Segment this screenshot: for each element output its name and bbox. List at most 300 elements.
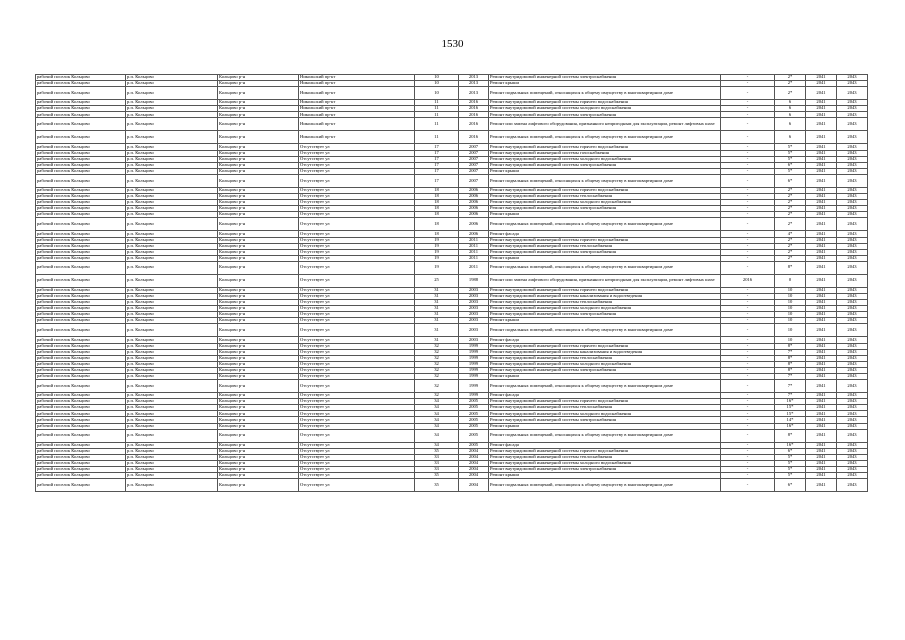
last-repair-year-cell: - [721,423,775,429]
municipality-cell: рабочий поселок Кольцово [36,218,126,231]
end-year-cell: 2043 [837,174,868,187]
last-repair-year-cell: - [721,231,775,237]
house-number-cell: 32 [415,361,459,367]
work-type-cell: Ремонт внутридомовой инженерной системы холодного водоснабжения [489,200,721,206]
district-cell: Кольцово р-н [218,261,299,274]
end-year-cell: 2043 [837,293,868,299]
municipality-cell: рабочий поселок Кольцово [36,243,126,249]
start-year-cell: 2041 [806,287,837,293]
work-type-cell: Ремонт внутридомовой инженерной системы горячего водоснабжения [489,237,721,243]
settlement-cell: р.п. Кольцово [126,399,218,405]
settlement-cell: р.п. Кольцово [126,174,218,187]
wear-cell: 2* [775,237,806,243]
house-number-cell: 18 [415,218,459,231]
house-number-cell: 18 [415,200,459,206]
start-year-cell: 2041 [806,473,837,479]
start-year-cell: 2041 [806,75,837,81]
municipality-cell: рабочий поселок Кольцово [36,448,126,454]
start-year-cell: 2041 [806,349,837,355]
wear-cell: 5* [775,460,806,466]
last-repair-year-cell: - [721,100,775,106]
district-cell: Кольцово р-н [218,274,299,287]
start-year-cell: 2041 [806,212,837,218]
work-type-cell: Ремонт внутридомовой инженерной системы горячего водоснабжения [489,448,721,454]
last-repair-year-cell: - [721,212,775,218]
end-year-cell: 2043 [837,460,868,466]
wear-cell: 7* [775,380,806,393]
street-cell: Отсутствует ул [299,306,415,312]
district-cell: Кольцово р-н [218,131,299,144]
municipality-cell: рабочий поселок Кольцово [36,361,126,367]
start-year-cell: 2041 [806,442,837,448]
work-type-cell: Ремонт внутридомовой инженерной системы газоснабжения [489,150,721,156]
build-year-cell: 2006 [459,231,489,237]
wear-cell: 6 [775,100,806,106]
municipality-cell: рабочий поселок Кольцово [36,231,126,237]
end-year-cell: 2043 [837,200,868,206]
last-repair-year-cell: - [721,261,775,274]
work-type-cell: Ремонт фасада [489,337,721,343]
start-year-cell: 2041 [806,300,837,306]
build-year-cell: 2005 [459,411,489,417]
work-type-cell: Ремонт внутридомовой инженерной системы канализования и водоотведения [489,349,721,355]
build-year-cell: 2004 [459,479,489,492]
street-cell: Отсутствует ул [299,423,415,429]
street-cell: Отсутствует ул [299,200,415,206]
end-year-cell: 2043 [837,81,868,87]
start-year-cell: 2041 [806,399,837,405]
work-type-cell: Ремонт внутридомовой инженерной системы электроснабжения [489,467,721,473]
start-year-cell: 2041 [806,448,837,454]
wear-cell: 5* [775,150,806,156]
last-repair-year-cell: - [721,150,775,156]
last-repair-year-cell: - [721,237,775,243]
end-year-cell: 2043 [837,312,868,318]
house-number-cell: 31 [415,324,459,337]
work-type-cell: Ремонт внутридомовой инженерной системы горячего водоснабжения [489,144,721,150]
build-year-cell: 2006 [459,187,489,193]
municipality-cell: рабочий поселок Кольцово [36,337,126,343]
start-year-cell: 2041 [806,218,837,231]
start-year-cell: 2041 [806,306,837,312]
wear-cell: 6* [775,479,806,492]
work-type-cell: Ремонт внутридомовой инженерной системы электроснабжения [489,162,721,168]
house-number-cell: 35 [415,473,459,479]
municipality-cell: рабочий поселок Кольцово [36,187,126,193]
start-year-cell: 2041 [806,174,837,187]
district-cell: Кольцово р-н [218,249,299,255]
settlement-cell: р.п. Кольцово [126,287,218,293]
settlement-cell: р.п. Кольцово [126,318,218,324]
work-type-cell: Ремонт внутридомовой инженерной системы электроснабжения [489,367,721,373]
end-year-cell: 2043 [837,75,868,81]
work-type-cell: Ремонт подвальных помещений, относящихся к общему имуществу в многоквартирном доме [489,324,721,337]
municipality-cell: рабочий поселок Кольцово [36,261,126,274]
district-cell: Кольцово р-н [218,423,299,429]
house-number-cell: 19 [415,249,459,255]
municipality-cell: рабочий поселок Кольцово [36,374,126,380]
start-year-cell: 2041 [806,249,837,255]
work-type-cell: Ремонт крыши [489,168,721,174]
wear-cell: 2* [775,187,806,193]
end-year-cell: 2043 [837,243,868,249]
start-year-cell: 2041 [806,237,837,243]
capital-repair-table [35,74,868,492]
municipality-cell: рабочий поселок Кольцово [36,274,126,287]
settlement-cell: р.п. Кольцово [126,417,218,423]
district-cell: Кольцово р-н [218,200,299,206]
last-repair-year-cell: - [721,293,775,299]
table-row [36,380,868,393]
work-type-cell: Ремонт крыши [489,212,721,218]
wear-cell: 10 [775,287,806,293]
end-year-cell: 2043 [837,194,868,200]
street-cell: Отсутствует ул [299,287,415,293]
last-repair-year-cell: - [721,194,775,200]
municipality-cell: рабочий поселок Кольцово [36,442,126,448]
start-year-cell: 2041 [806,255,837,261]
table-row [36,429,868,442]
settlement-cell: р.п. Кольцово [126,243,218,249]
settlement-cell: р.п. Кольцово [126,467,218,473]
build-year-cell: 2003 [459,300,489,306]
last-repair-year-cell: - [721,411,775,417]
work-type-cell: Ремонт подвальных помещений, относящихся к общему имуществу в многоквартирном доме [489,429,721,442]
wear-cell: 2* [775,255,806,261]
street-cell: Никольский пр-кт [299,87,415,100]
street-cell: Отсутствует ул [299,212,415,218]
build-year-cell: 1999 [459,380,489,393]
street-cell: Отсутствует ул [299,237,415,243]
build-year-cell: 2016 [459,106,489,112]
last-repair-year-cell: - [721,355,775,361]
street-cell: Отсутствует ул [299,187,415,193]
end-year-cell: 2043 [837,212,868,218]
work-type-cell: Ремонт внутридомовой инженерной системы холодного водоснабжения [489,361,721,367]
street-cell: Отсутствует ул [299,168,415,174]
wear-cell: 10 [775,312,806,318]
house-number-cell: 10 [415,81,459,87]
street-cell: Отсутствует ул [299,454,415,460]
work-type-cell: Ремонт внутридомовой инженерной системы электроснабжения [489,249,721,255]
municipality-cell: рабочий поселок Кольцово [36,112,126,118]
work-type-cell: Ремонт внутридомовой инженерной системы канализования и водоотведения [489,293,721,299]
start-year-cell: 2041 [806,168,837,174]
wear-cell: 5* [775,467,806,473]
house-number-cell: 11 [415,118,459,131]
start-year-cell: 2041 [806,312,837,318]
wear-cell: 5* [775,473,806,479]
last-repair-year-cell: - [721,162,775,168]
end-year-cell: 2043 [837,306,868,312]
municipality-cell: рабочий поселок Кольцово [36,287,126,293]
last-repair-year-cell: - [721,187,775,193]
house-number-cell: 11 [415,106,459,112]
end-year-cell: 2043 [837,237,868,243]
last-repair-year-cell: - [721,337,775,343]
start-year-cell: 2041 [806,87,837,100]
district-cell: Кольцово р-н [218,150,299,156]
municipality-cell: рабочий поселок Кольцово [36,237,126,243]
municipality-cell: рабочий поселок Кольцово [36,460,126,466]
house-number-cell: 19 [415,255,459,261]
wear-cell: 7* [775,393,806,399]
house-number-cell: 34 [415,417,459,423]
municipality-cell: рабочий поселок Кольцово [36,380,126,393]
district-cell: Кольцово р-н [218,361,299,367]
build-year-cell: 2005 [459,429,489,442]
wear-cell: 6 [775,112,806,118]
last-repair-year-cell: - [721,429,775,442]
settlement-cell: р.п. Кольцово [126,454,218,460]
end-year-cell: 2043 [837,87,868,100]
table-row [36,218,868,231]
street-cell: Отсутствует ул [299,429,415,442]
start-year-cell: 2041 [806,454,837,460]
wear-cell: 2* [775,212,806,218]
district-cell: Кольцово р-н [218,300,299,306]
wear-cell: 5* [775,156,806,162]
district-cell: Кольцово р-н [218,355,299,361]
build-year-cell: 2003 [459,318,489,324]
house-number-cell: 31 [415,300,459,306]
build-year-cell: 2003 [459,293,489,299]
district-cell: Кольцово р-н [218,411,299,417]
municipality-cell: рабочий поселок Кольцово [36,467,126,473]
district-cell: Кольцово р-н [218,243,299,249]
house-number-cell: 17 [415,168,459,174]
wear-cell: 15* [775,405,806,411]
street-cell: Отсутствует ул [299,318,415,324]
end-year-cell: 2043 [837,380,868,393]
municipality-cell: рабочий поселок Кольцово [36,174,126,187]
district-cell: Кольцово р-н [218,349,299,355]
house-number-cell: 19 [415,243,459,249]
district-cell: Кольцово р-н [218,367,299,373]
house-number-cell: 19 [415,261,459,274]
work-type-cell: Ремонт подвальных помещений, относящихся к общему имуществу в многоквартирном доме [489,174,721,187]
wear-cell: 6 [775,131,806,144]
municipality-cell: рабочий поселок Кольцово [36,87,126,100]
house-number-cell: 31 [415,293,459,299]
district-cell: Кольцово р-н [218,374,299,380]
build-year-cell: 2013 [459,81,489,87]
house-number-cell: 18 [415,231,459,237]
end-year-cell: 2043 [837,118,868,131]
house-number-cell: 11 [415,100,459,106]
start-year-cell: 2041 [806,380,837,393]
street-cell: Отсутствует ул [299,349,415,355]
end-year-cell: 2043 [837,206,868,212]
build-year-cell: 2005 [459,442,489,448]
street-cell: Отсутствует ул [299,337,415,343]
district-cell: Кольцово р-н [218,168,299,174]
municipality-cell: рабочий поселок Кольцово [36,100,126,106]
wear-cell: 2* [775,218,806,231]
municipality-cell: рабочий поселок Кольцово [36,150,126,156]
district-cell: Кольцово р-н [218,118,299,131]
street-cell: Отсутствует ул [299,361,415,367]
work-type-cell: Ремонт крыши [489,81,721,87]
street-cell: Отсутствует ул [299,194,415,200]
house-number-cell: 34 [415,399,459,405]
build-year-cell: 2004 [459,460,489,466]
street-cell: Никольский пр-кт [299,75,415,81]
wear-cell: 4* [775,231,806,237]
start-year-cell: 2041 [806,274,837,287]
district-cell: Кольцово р-н [218,393,299,399]
build-year-cell: 2005 [459,417,489,423]
house-number-cell: 33 [415,454,459,460]
settlement-cell: р.п. Кольцово [126,442,218,448]
last-repair-year-cell: - [721,393,775,399]
last-repair-year-cell: - [721,144,775,150]
last-repair-year-cell: - [721,473,775,479]
build-year-cell: 2016 [459,118,489,131]
build-year-cell: 1999 [459,349,489,355]
house-number-cell: 34 [415,442,459,448]
wear-cell: 8* [775,343,806,349]
build-year-cell: 2007 [459,144,489,150]
build-year-cell: 2003 [459,337,489,343]
street-cell: Отсутствует ул [299,367,415,373]
district-cell: Кольцово р-н [218,287,299,293]
wear-cell: 10 [775,293,806,299]
municipality-cell: рабочий поселок Кольцово [36,81,126,87]
house-number-cell: 19 [415,237,459,243]
house-number-cell: 17 [415,144,459,150]
start-year-cell: 2041 [806,417,837,423]
end-year-cell: 2043 [837,150,868,156]
street-cell: Никольский пр-кт [299,118,415,131]
wear-cell: 8* [775,429,806,442]
municipality-cell: рабочий поселок Кольцово [36,168,126,174]
wear-cell: 7* [775,349,806,355]
last-repair-year-cell: - [721,243,775,249]
municipality-cell: рабочий поселок Кольцово [36,293,126,299]
build-year-cell: 2007 [459,168,489,174]
last-repair-year-cell: - [721,131,775,144]
end-year-cell: 2043 [837,324,868,337]
street-cell: Отсутствует ул [299,479,415,492]
table-row [36,261,868,274]
municipality-cell: рабочий поселок Кольцово [36,300,126,306]
end-year-cell: 2043 [837,479,868,492]
district-cell: Кольцово р-н [218,306,299,312]
end-year-cell: 2043 [837,442,868,448]
house-number-cell: 33 [415,460,459,466]
street-cell: Никольский пр-кт [299,100,415,106]
house-number-cell: 34 [415,411,459,417]
settlement-cell: р.п. Кольцово [126,479,218,492]
last-repair-year-cell: - [721,405,775,411]
end-year-cell: 2043 [837,100,868,106]
end-year-cell: 2043 [837,361,868,367]
end-year-cell: 2043 [837,454,868,460]
start-year-cell: 2041 [806,118,837,131]
street-cell: Отсутствует ул [299,249,415,255]
settlement-cell: р.п. Кольцово [126,380,218,393]
end-year-cell: 2043 [837,162,868,168]
municipality-cell: рабочий поселок Кольцово [36,367,126,373]
start-year-cell: 2041 [806,112,837,118]
end-year-cell: 2043 [837,337,868,343]
work-type-cell: Ремонт внутридомовой инженерной системы теплоснабжения [489,194,721,200]
build-year-cell: 2016 [459,112,489,118]
build-year-cell: 1999 [459,343,489,349]
work-type-cell: Ремонт подвальных помещений, относящихся к общему имуществу в многоквартирном доме [489,261,721,274]
house-number-cell: 18 [415,187,459,193]
street-cell: Отсутствует ул [299,174,415,187]
house-number-cell: 11 [415,131,459,144]
end-year-cell: 2043 [837,473,868,479]
last-repair-year-cell: - [721,374,775,380]
settlement-cell: р.п. Кольцово [126,411,218,417]
settlement-cell: р.п. Кольцово [126,237,218,243]
house-number-cell: 31 [415,287,459,293]
table-row [36,118,868,131]
end-year-cell: 2043 [837,156,868,162]
end-year-cell: 2043 [837,255,868,261]
municipality-cell: рабочий поселок Кольцово [36,393,126,399]
municipality-cell: рабочий поселок Кольцово [36,118,126,131]
last-repair-year-cell: - [721,318,775,324]
work-type-cell: Ремонт внутридомовой инженерной системы теплоснабжения [489,355,721,361]
last-repair-year-cell: - [721,460,775,466]
settlement-cell: р.п. Кольцово [126,460,218,466]
end-year-cell: 2043 [837,448,868,454]
street-cell: Отсутствует ул [299,467,415,473]
house-number-cell: 17 [415,174,459,187]
table-row [36,87,868,100]
settlement-cell: р.п. Кольцово [126,162,218,168]
end-year-cell: 2043 [837,355,868,361]
start-year-cell: 2041 [806,156,837,162]
street-cell: Отсутствует ул [299,293,415,299]
house-number-cell: 32 [415,367,459,373]
district-cell: Кольцово р-н [218,112,299,118]
wear-cell: 2* [775,87,806,100]
last-repair-year-cell: - [721,249,775,255]
district-cell: Кольцово р-н [218,218,299,231]
district-cell: Кольцово р-н [218,337,299,343]
street-cell: Отсутствует ул [299,393,415,399]
last-repair-year-cell: - [721,479,775,492]
wear-cell: 0 [775,274,806,287]
last-repair-year-cell: - [721,174,775,187]
settlement-cell: р.п. Кольцово [126,337,218,343]
district-cell: Кольцово р-н [218,255,299,261]
street-cell: Никольский пр-кт [299,81,415,87]
municipality-cell: рабочий поселок Кольцово [36,162,126,168]
build-year-cell: 2011 [459,243,489,249]
work-type-cell: Ремонт внутридомовой инженерной системы теплоснабжения [489,243,721,249]
work-type-cell: Ремонт фасада [489,442,721,448]
district-cell: Кольцово р-н [218,187,299,193]
district-cell: Кольцово р-н [218,156,299,162]
start-year-cell: 2041 [806,187,837,193]
wear-cell: 5* [775,454,806,460]
street-cell: Никольский пр-кт [299,106,415,112]
district-cell: Кольцово р-н [218,448,299,454]
last-repair-year-cell: - [721,417,775,423]
build-year-cell: 2007 [459,162,489,168]
settlement-cell: р.п. Кольцово [126,361,218,367]
house-number-cell: 31 [415,337,459,343]
last-repair-year-cell: - [721,168,775,174]
district-cell: Кольцово р-н [218,473,299,479]
start-year-cell: 2041 [806,243,837,249]
